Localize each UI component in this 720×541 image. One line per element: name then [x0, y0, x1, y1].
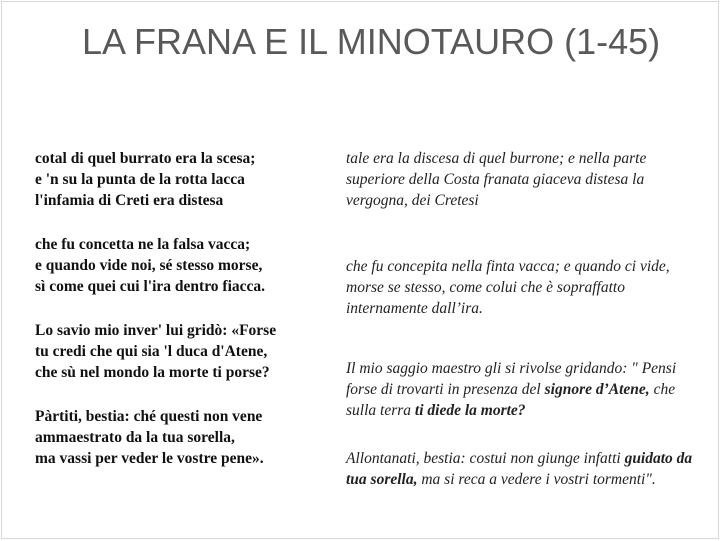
original-stanza-3: Lo savio mio inver' lui gridò: «Forse tu credi che qui sia 'l duca d'Atene, che sù nel mondo la morte ti porse?: [35, 322, 277, 381]
translation-stanza-4-text-a: Allontanati, bestia: costui non giunge infatti: [346, 450, 625, 467]
original-stanza-1: cotal di quel burrato era la scesa; e 'n su la punta de la rotta lacca l'infamia di Creti era distesa: [35, 150, 256, 209]
translation-stanza-3-text-a: Il mio saggio maestro gli si rivolse gridando: " Pensi forse di trovarti in presenza del: [346, 360, 677, 398]
translation-stanza-4-text-b: ma si reca a vedere i vostri tormenti".: [417, 471, 656, 488]
translation-stanza-2: che fu concepita nella finta vacca; e quando ci vide, morse se stesso, come colui che è sopraffatto internamente dall’ira.: [346, 258, 670, 317]
original-stanza-4: Pàrtiti, bestia: ché questi non vene ammaestrato da la tua sorella, ma vassi per veder le vostre pene».: [35, 408, 264, 467]
translation-stanza-4-highlight-a: guidato da tua sorella,: [346, 450, 693, 488]
translation-stanza-3-text-b: che sulla terra: [346, 381, 676, 419]
translation-stanza-3: [346, 358, 696, 421]
original-stanza-2: che fu concetta ne la falsa vacca; e quando vide noi, sé stesso morse, sì come quei cui l'ira dentro fiacca.: [35, 236, 266, 295]
slide: [1, 1, 719, 539]
translation-stanza-1: tale era la discesa di quel burrone; e nella parte superiore della Costa franata giaceva distesa la vergogna, dei Cretesi: [346, 150, 647, 209]
translation-stanza-3-highlight-b: ti diede la morte?: [414, 402, 526, 419]
translation-stanza-4: [346, 448, 696, 490]
slide-title: LA FRANA E IL MINOTAURO (1-45): [82, 21, 661, 62]
translation-stanza-3-highlight-a: signore d’Atene,: [544, 381, 650, 398]
